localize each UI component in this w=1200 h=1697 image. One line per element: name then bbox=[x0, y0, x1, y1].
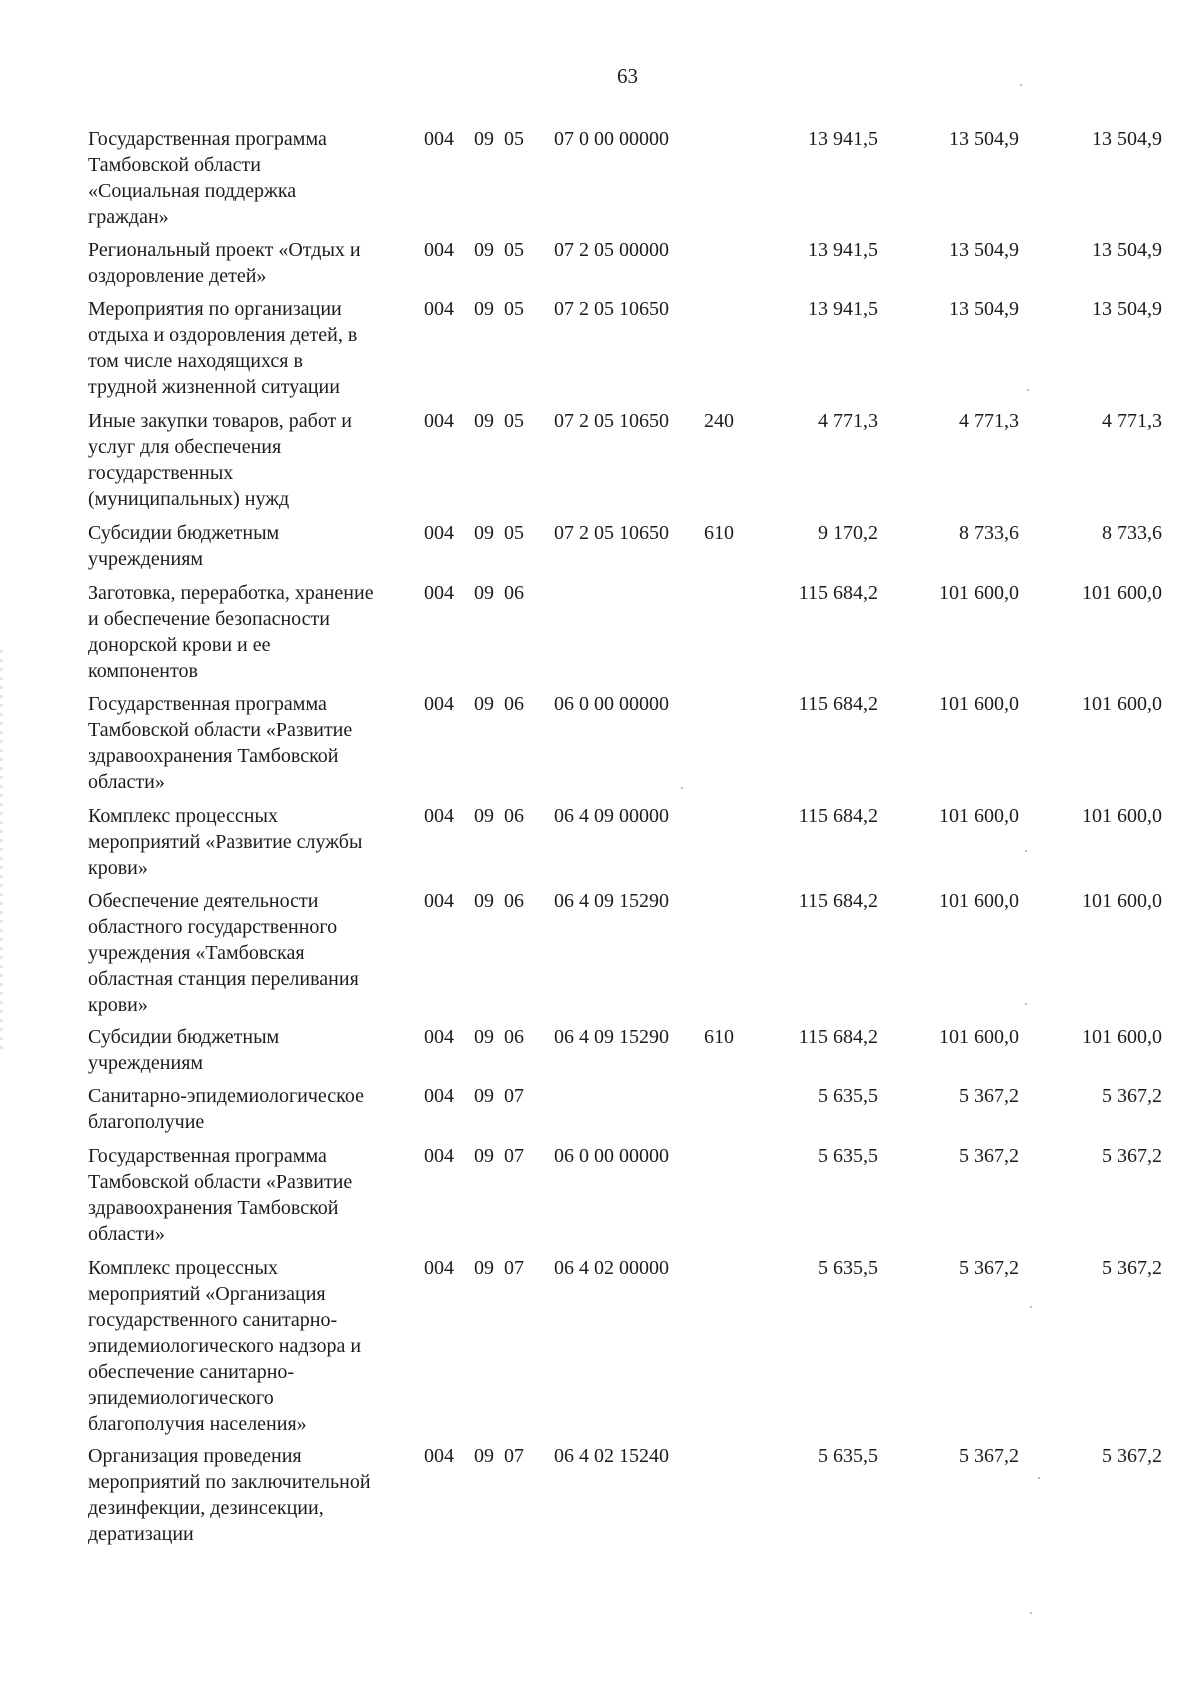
row-vr: 610 bbox=[704, 1026, 734, 1048]
row-amount-3: 8 733,6 bbox=[1102, 522, 1162, 544]
row-csr: 06 4 09 15290 bbox=[554, 890, 669, 912]
row-name: Комплекс процессных мероприятий «Развитие службы крови» bbox=[88, 805, 363, 879]
row-amount-3: 5 367,2 bbox=[1102, 1085, 1162, 1107]
row-ved: 004 bbox=[424, 1026, 454, 1048]
row-name: Организация проведения мероприятий по заключительной дезинфекции, дезинсекции, дератизации bbox=[88, 1445, 371, 1545]
row-amount-1: 13 941,5 bbox=[808, 239, 878, 261]
row-amount-3: 101 600,0 bbox=[1082, 1026, 1162, 1048]
row-csr: 07 2 05 10650 bbox=[554, 410, 669, 432]
row-name: Региональный проект «Отдых и оздоровление детей» bbox=[88, 239, 361, 287]
scan-speck bbox=[1038, 1477, 1040, 1479]
row-amount-1: 115 684,2 bbox=[798, 582, 878, 604]
row-rz: 09 bbox=[474, 805, 494, 827]
row-amount-2: 101 600,0 bbox=[939, 582, 1019, 604]
row-amount-3: 101 600,0 bbox=[1082, 693, 1162, 715]
row-pr: 07 bbox=[504, 1145, 524, 1167]
scan-speck bbox=[681, 787, 683, 789]
row-pr: 06 bbox=[504, 693, 524, 715]
row-amount-3: 5 367,2 bbox=[1102, 1145, 1162, 1167]
scan-speck bbox=[1027, 389, 1029, 391]
row-ved: 004 bbox=[424, 410, 454, 432]
row-ved: 004 bbox=[424, 239, 454, 261]
row-pr: 06 bbox=[504, 890, 524, 912]
row-rz: 09 bbox=[474, 1445, 494, 1467]
row-amount-2: 101 600,0 bbox=[939, 1026, 1019, 1048]
row-ved: 004 bbox=[424, 522, 454, 544]
row-amount-2: 13 504,9 bbox=[949, 239, 1019, 261]
row-amount-1: 9 170,2 bbox=[818, 522, 878, 544]
row-amount-3: 101 600,0 bbox=[1082, 890, 1162, 912]
row-csr: 07 2 05 00000 bbox=[554, 239, 669, 261]
row-csr: 06 0 00 00000 bbox=[554, 693, 669, 715]
row-amount-1: 115 684,2 bbox=[798, 805, 878, 827]
row-csr: 07 0 00 00000 bbox=[554, 128, 669, 150]
scan-speck bbox=[1030, 1306, 1032, 1308]
row-name: Субсидии бюджетным учреждениям bbox=[88, 522, 280, 570]
row-pr: 06 bbox=[504, 805, 524, 827]
row-rz: 09 bbox=[474, 1085, 494, 1107]
row-amount-2: 5 367,2 bbox=[959, 1145, 1019, 1167]
row-amount-1: 5 635,5 bbox=[818, 1445, 878, 1467]
row-name: Комплекс процессных мероприятий «Организация государственного санитарно- эпидемиологического надзора и обеспечение санитарно- эпидемиологического благополучия населения» bbox=[88, 1257, 362, 1435]
row-csr: 06 4 09 15290 bbox=[554, 1026, 669, 1048]
row-rz: 09 bbox=[474, 410, 494, 432]
scan-speck bbox=[1025, 850, 1027, 852]
row-amount-2: 5 367,2 bbox=[959, 1445, 1019, 1467]
row-ved: 004 bbox=[424, 1257, 454, 1279]
row-name: Государственная программа Тамбовской области «Социальная поддержка граждан» bbox=[88, 128, 327, 228]
row-amount-3: 5 367,2 bbox=[1102, 1445, 1162, 1467]
row-amount-1: 115 684,2 bbox=[798, 1026, 878, 1048]
row-pr: 05 bbox=[504, 239, 524, 261]
row-amount-2: 101 600,0 bbox=[939, 805, 1019, 827]
row-vr: 240 bbox=[704, 410, 734, 432]
row-pr: 05 bbox=[504, 522, 524, 544]
row-csr: 06 4 02 15240 bbox=[554, 1445, 669, 1467]
row-name: Санитарно-эпидемиологическое благополучие bbox=[88, 1085, 365, 1133]
row-amount-3: 5 367,2 bbox=[1102, 1257, 1162, 1279]
row-name: Мероприятия по организации отдыха и оздоровления детей, в том числе находящихся в трудной жизненной ситуации bbox=[88, 298, 358, 398]
row-pr: 07 bbox=[504, 1445, 524, 1467]
row-name: Субсидии бюджетным учреждениям bbox=[88, 1026, 280, 1074]
row-ved: 004 bbox=[424, 693, 454, 715]
row-csr: 07 2 05 10650 bbox=[554, 298, 669, 320]
row-ved: 004 bbox=[424, 128, 454, 150]
row-name: Государственная программа Тамбовской области «Развитие здравоохранения Тамбовской области» bbox=[88, 1145, 353, 1245]
row-csr: 06 4 02 00000 bbox=[554, 1257, 669, 1279]
row-amount-2: 101 600,0 bbox=[939, 890, 1019, 912]
row-amount-1: 5 635,5 bbox=[818, 1085, 878, 1107]
row-amount-2: 13 504,9 bbox=[949, 298, 1019, 320]
row-csr: 06 0 00 00000 bbox=[554, 1145, 669, 1167]
row-amount-2: 101 600,0 bbox=[939, 693, 1019, 715]
row-pr: 05 bbox=[504, 410, 524, 432]
row-amount-3: 101 600,0 bbox=[1082, 805, 1162, 827]
row-name: Государственная программа Тамбовской области «Развитие здравоохранения Тамбовской области» bbox=[88, 693, 353, 793]
row-amount-2: 13 504,9 bbox=[949, 128, 1019, 150]
row-amount-2: 5 367,2 bbox=[959, 1257, 1019, 1279]
row-amount-1: 13 941,5 bbox=[808, 128, 878, 150]
row-pr: 06 bbox=[504, 582, 524, 604]
row-rz: 09 bbox=[474, 1026, 494, 1048]
row-amount-3: 101 600,0 bbox=[1082, 582, 1162, 604]
row-amount-2: 8 733,6 bbox=[959, 522, 1019, 544]
row-pr: 05 bbox=[504, 298, 524, 320]
row-amount-1: 13 941,5 bbox=[808, 298, 878, 320]
scan-speck bbox=[1030, 1612, 1032, 1614]
row-amount-1: 4 771,3 bbox=[818, 410, 878, 432]
row-ved: 004 bbox=[424, 1085, 454, 1107]
row-rz: 09 bbox=[474, 522, 494, 544]
row-amount-3: 4 771,3 bbox=[1102, 410, 1162, 432]
row-name: Заготовка, переработка, хранение и обеспечение безопасности донорской крови и ее компонентов bbox=[88, 582, 374, 682]
row-vr: 610 bbox=[704, 522, 734, 544]
row-amount-2: 4 771,3 bbox=[959, 410, 1019, 432]
row-amount-3: 13 504,9 bbox=[1092, 239, 1162, 261]
row-csr: 06 4 09 00000 bbox=[554, 805, 669, 827]
row-name: Иные закупки товаров, работ и услуг для обеспечения государственных (муниципальных) нужд bbox=[88, 410, 353, 510]
row-amount-1: 5 635,5 bbox=[818, 1257, 878, 1279]
scan-speck bbox=[1020, 84, 1022, 86]
row-rz: 09 bbox=[474, 128, 494, 150]
row-rz: 09 bbox=[474, 239, 494, 261]
row-ved: 004 bbox=[424, 582, 454, 604]
page-number: 63 bbox=[617, 64, 638, 88]
row-amount-1: 115 684,2 bbox=[798, 890, 878, 912]
row-amount-1: 5 635,5 bbox=[818, 1145, 878, 1167]
scan-speck bbox=[1025, 1003, 1027, 1005]
row-amount-1: 115 684,2 bbox=[798, 693, 878, 715]
row-rz: 09 bbox=[474, 1145, 494, 1167]
row-rz: 09 bbox=[474, 693, 494, 715]
row-ved: 004 bbox=[424, 805, 454, 827]
row-pr: 06 bbox=[504, 1026, 524, 1048]
row-amount-2: 5 367,2 bbox=[959, 1085, 1019, 1107]
row-ved: 004 bbox=[424, 298, 454, 320]
row-ved: 004 bbox=[424, 890, 454, 912]
row-rz: 09 bbox=[474, 890, 494, 912]
row-pr: 07 bbox=[504, 1257, 524, 1279]
row-ved: 004 bbox=[424, 1445, 454, 1467]
row-csr: 07 2 05 10650 bbox=[554, 522, 669, 544]
row-name: Обеспечение деятельности областного государственного учреждения «Тамбовская областная станция переливания крови» bbox=[88, 890, 359, 1016]
row-ved: 004 bbox=[424, 1145, 454, 1167]
row-amount-3: 13 504,9 bbox=[1092, 128, 1162, 150]
row-rz: 09 bbox=[474, 298, 494, 320]
row-pr: 07 bbox=[504, 1085, 524, 1107]
row-pr: 05 bbox=[504, 128, 524, 150]
row-rz: 09 bbox=[474, 1257, 494, 1279]
scan-edge-noise bbox=[0, 650, 3, 1050]
row-amount-3: 13 504,9 bbox=[1092, 298, 1162, 320]
row-rz: 09 bbox=[474, 582, 494, 604]
